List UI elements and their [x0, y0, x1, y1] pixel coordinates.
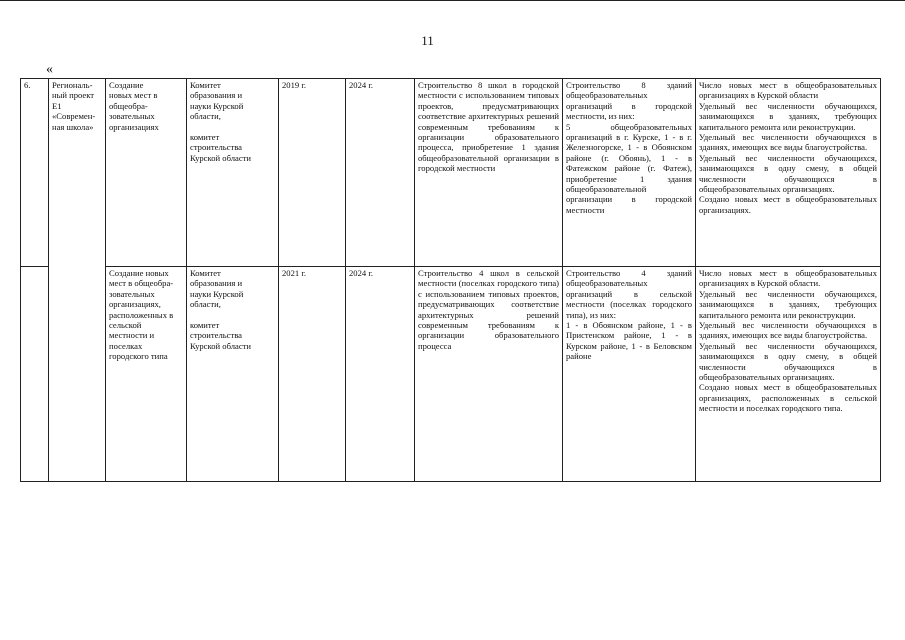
- end-year: 2024 г.: [349, 268, 374, 278]
- project-cell: [49, 79, 106, 482]
- start-year-cell: [279, 267, 346, 482]
- result-cell: [563, 267, 696, 482]
- task-text: Создание новых мест в общеобра- зовательных организациях: [109, 80, 159, 132]
- responsible-text: Комитет образования и науки Курской области, комитет строительства Курской области: [190, 80, 252, 163]
- start-year: 2021 г.: [282, 268, 307, 278]
- indicators-text: Число новых мест в общеобразовательных организациях в Курской области Удельный вес численности обучающихся, занимающихся в зданиях, требующих капитального ремонта или реконструкции. Удельный вес численности обучающихся в зданиях, имеющих все виды благоустройства. Удельный вес численности обучающихся, занимающихся в одну смену, в общей численности обучающихся в общеобразовательных организациях. Создано новых мест в общеобразовательных организациях.: [699, 80, 877, 215]
- table-row: [21, 267, 881, 482]
- activities-table: [20, 78, 881, 482]
- quote-mark: «: [46, 62, 53, 77]
- page-number: 11: [421, 33, 434, 48]
- measure-text: Строительство 8 школ в городской местности с использованием типовых проектов, предусматривающих соответствие архитектурных решений современным требованиям к организации образовательного процесса, приобретение 1 здания общеобразовательной организации в городской местности: [418, 80, 559, 174]
- row-number-cell: [21, 267, 49, 482]
- task-text: Создание новых мест в общеобра- зовательных организациях, расположенных в сельской местности и поселках городского типа: [109, 268, 174, 362]
- table-row: [21, 79, 881, 267]
- end-year: 2024 г.: [349, 80, 374, 90]
- project-name: Региональ- ный проект Е1 «Современ- ная школа»: [52, 80, 96, 132]
- task-cell: [106, 267, 187, 482]
- responsible-text: Комитет образования и науки Курской области, комитет строительства Курской области: [190, 268, 252, 351]
- end-year-cell: [346, 267, 415, 482]
- end-year-cell: [346, 79, 415, 267]
- result-text: Строительство 4 зданий общеобразовательных организаций в сельской местности (поселках городского типа), из них: 1 - в Обоянском районе, 1 - в Пристенском районе, 1 - в Курском районе, 1 - в Беловском районе: [566, 268, 692, 362]
- responsible-cell: [187, 267, 279, 482]
- start-year: 2019 г.: [282, 80, 307, 90]
- result-text: Строительство 8 зданий общеобразовательных организаций в городской местности, из них: 5 общеобразовательных организаций в г. Курске, 1 - в г. Железногорске, 1 - в Обоянском районе (г. Обоянь), 1 - в Фатежском районе (г. Фатеж), приобретение 1 здания общеобразовательной организации в городской местности: [566, 80, 692, 215]
- task-cell: [106, 79, 187, 267]
- page-top-border: [0, 0, 905, 1]
- indicators-cell: [696, 267, 881, 482]
- start-year-cell: [279, 79, 346, 267]
- measure-text: Строительство 4 школ в сельской местности (поселках городского типа) с использованием типовых проектов, предусматривающих соответствие архитектурных решений современным требованиям к организации образовательного процесса: [418, 268, 559, 351]
- responsible-cell: [187, 79, 279, 267]
- result-cell: [563, 79, 696, 267]
- measure-cell: [415, 79, 563, 267]
- indicators-text: Число новых мест в общеобразовательных организациях в Курской области. Удельный вес численности обучающихся, занимающихся в зданиях, требующих капитального ремонта или реконструкции. Удельный вес численности обучающихся в зданиях, имеющих все виды благоустройства. Удельный вес численности обучающихся, занимающихся в одну смену, в общей численности обучающихся в общеобразовательных организациях. Создано новых мест в общеобразовательных организациях, расположенных в сельской местности и поселках городского типа.: [699, 268, 877, 414]
- indicators-cell: [696, 79, 881, 267]
- measure-cell: [415, 267, 563, 482]
- row-number: 6.: [24, 80, 31, 90]
- row-number-cell: [21, 79, 49, 267]
